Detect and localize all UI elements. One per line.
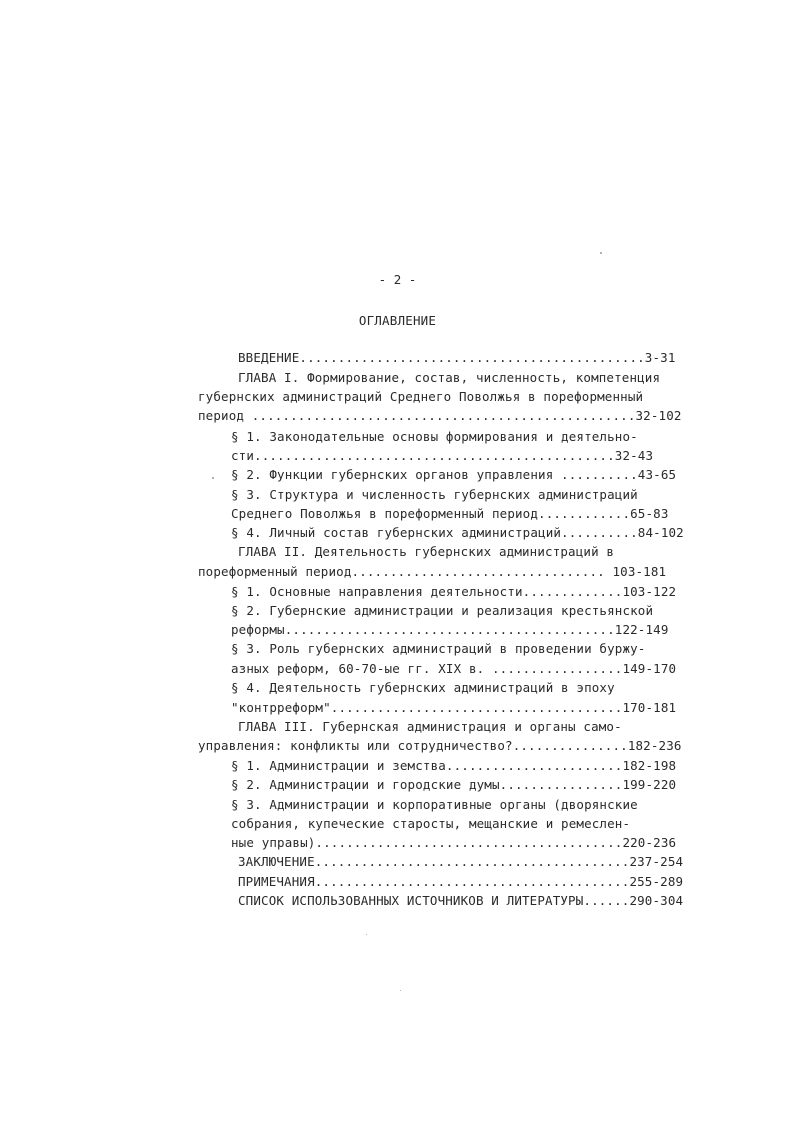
page-number: - 2 - [378,272,417,287]
toc-section-3-3-line-3: ные управы)........................................220-236 [231,835,677,850]
toc-section-1-3-line-2: Среднего Поволжья в пореформенный период............65-83 [231,506,669,521]
scan-speck [600,252,602,254]
toc-section-1-3-line-1: § 3. Структура и численность губернских администраций [231,487,638,502]
toc-section-1-4: § 4. Личный состав губернских администраций..........84-102 [231,525,684,540]
toc-section-1-1-line-2: сти...............................................32-43 [231,448,654,463]
toc-entry-conclusion: ЗАКЛЮЧЕНИЕ.........................................237-254 [238,854,684,869]
toc-section-2-2-line-1: § 2. Губернские администрации и реализация крестьянской [231,603,654,618]
page-title: ОГЛАВЛЕНИЕ [358,313,437,328]
toc-section-2-3-line-1: § 3. Роль губернских администраций в проведении буржу- [231,641,646,656]
scan-speck [366,934,367,935]
toc-section-3-3-line-2: собрания, купеческие старосты, мещанские и ремеслен- [231,816,631,831]
toc-section-2-4-line-1: § 4. Деятельность губернских администраций в эпоху [231,680,615,695]
toc-section-1-2: § 2. Функции губернских органов управления ..........43-65 [231,467,677,482]
scan-speck [400,990,401,991]
toc-chapter-1-line-3: период ..................................................32-102 [198,408,682,423]
toc-section-2-1: § 1. Основные направления деятельности.............103-122 [231,584,677,599]
toc-section-2-2-line-2: реформы...........................................122-149 [231,622,669,637]
toc-chapter-3-line-1: ГЛАВА III. Губернская администрация и органы само- [238,719,622,734]
toc-chapter-2-line-2: пореформенный период................................. 103-181 [198,564,667,579]
toc-section-2-4-line-2: "контрреформ"......................................170-181 [231,700,677,715]
toc-section-1-1-line-1: § 1. Законодательные основы формирования и деятельно- [231,429,638,444]
toc-chapter-1-line-2: губернских администраций Среднего Поволжья в пореформенный [198,389,644,404]
toc-section-3-1: § 1. Администрации и земства.......................182-198 [231,758,677,773]
toc-chapter-3-line-2: управления: конфликты или сотрудничество?...............182-236 [198,738,682,753]
toc-section-2-3-line-2: азных реформ, 60-70-ые гг. XIX в. .................149-170 [231,661,677,676]
toc-chapter-2-line-1: ГЛАВА II. Деятельность губернских администраций в [238,544,615,559]
scan-speck [212,477,214,479]
toc-chapter-1-line-1: ГЛАВА I. Формирование, состав, численность, компетенция [238,370,661,385]
toc-entry-notes: ПРИМЕЧАНИЯ.........................................255-289 [238,874,684,889]
toc-section-3-3-line-1: § 3. Администрации и корпоративные органы (дворянские [231,797,638,812]
toc-section-3-2: § 2. Администрации и городские думы................199-220 [231,777,677,792]
toc-entry-intro: ВВЕДЕНИЕ.............................................3-31 [238,350,676,365]
toc-entry-sources: СПИСОК ИСПОЛЬЗОВАННЫХ ИСТОЧНИКОВ И ЛИТЕРАТУРЫ......290-304 [238,893,684,908]
